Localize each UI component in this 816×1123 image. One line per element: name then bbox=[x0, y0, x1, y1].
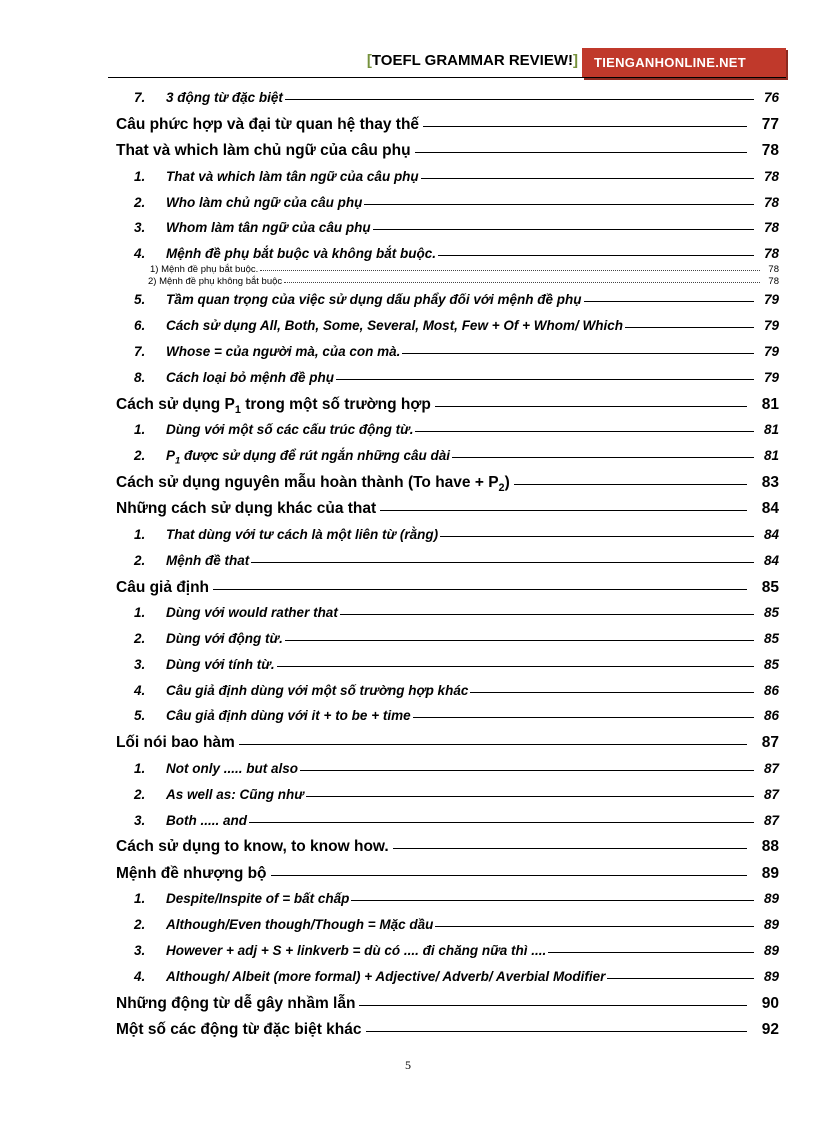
page-ref: 84 bbox=[761, 500, 779, 518]
leader-line bbox=[393, 848, 747, 849]
entry-number: 7. bbox=[134, 90, 146, 105]
page-ref: 84 bbox=[763, 526, 779, 542]
toc-subentry[interactable] bbox=[116, 657, 779, 683]
entry-title: As well as: Cũng như bbox=[166, 786, 304, 802]
toc-entry[interactable] bbox=[116, 396, 779, 422]
entry-title: Who làm chủ ngữ của câu phụ bbox=[166, 194, 363, 210]
entry-title bbox=[116, 396, 431, 416]
entry-title: Mệnh đề that bbox=[166, 552, 250, 568]
subscript: 1 bbox=[234, 403, 241, 416]
entry-title: Tầm quan trọng của việc sử dụng dấu phẩy đối với mệnh đề phụ bbox=[166, 292, 582, 308]
page-ref: 78 bbox=[763, 194, 779, 210]
entry-title: Not only ..... but also bbox=[166, 760, 299, 776]
entry-title: Dùng với động từ. bbox=[166, 630, 283, 646]
page-ref: 81 bbox=[763, 422, 779, 438]
leader-line bbox=[452, 457, 754, 458]
page-ref: 81 bbox=[763, 448, 779, 464]
entry-title: Lối nói bao hàm bbox=[116, 734, 235, 752]
page-ref: 85 bbox=[763, 630, 779, 646]
entry-title: That và which làm chủ ngữ của câu phụ bbox=[116, 142, 411, 160]
entry-title-part: ) bbox=[504, 473, 510, 491]
leader-line bbox=[249, 822, 754, 823]
entry-number: 2. bbox=[134, 194, 146, 210]
leader-line bbox=[213, 589, 747, 590]
page-ref: 76 bbox=[763, 90, 779, 105]
entry-title-part: Cách sử dụng P bbox=[116, 395, 235, 413]
header-title-text: TOEFL GRAMMAR REVIEW! bbox=[371, 52, 573, 69]
leader-line bbox=[435, 926, 754, 927]
site-name: TIENGANHONLINE.NET bbox=[594, 55, 747, 70]
toc-subentry[interactable] bbox=[116, 370, 779, 396]
entry-title-part: Cách sử dụng nguyên mẫu hoàn thành (To have + P bbox=[116, 473, 499, 491]
leader-line bbox=[340, 614, 754, 615]
toc-subentry[interactable] bbox=[116, 169, 779, 195]
header-title bbox=[367, 52, 578, 69]
leader-line bbox=[402, 353, 754, 354]
toc-minor-entry[interactable] bbox=[116, 276, 779, 288]
leader-line bbox=[413, 717, 754, 718]
entry-title: Những cách sử dụng khác của that bbox=[116, 500, 377, 518]
leader-line bbox=[548, 952, 754, 953]
toc-entry[interactable] bbox=[116, 116, 779, 142]
page-ref: 87 bbox=[761, 734, 779, 752]
leader-line bbox=[415, 152, 747, 153]
leader-line bbox=[415, 431, 754, 432]
page-ref: 85 bbox=[763, 604, 779, 620]
entry-number: 2. bbox=[134, 630, 146, 646]
toc-entry[interactable] bbox=[116, 579, 779, 605]
leader-line bbox=[285, 640, 754, 641]
entry-title: 2) Mệnh đề phụ không bắt buộc bbox=[148, 276, 283, 288]
entry-number: 4. bbox=[134, 246, 146, 262]
entry-title: Dùng với would rather that bbox=[166, 604, 338, 620]
toc-subentry[interactable] bbox=[116, 943, 779, 969]
page-ref: 81 bbox=[761, 395, 779, 413]
page-ref: 89 bbox=[761, 864, 779, 882]
page-ref: 79 bbox=[763, 369, 779, 385]
entry-title-part: P bbox=[166, 448, 176, 464]
entry-number: 1. bbox=[134, 168, 146, 184]
leader-line bbox=[364, 204, 754, 205]
entry-number: 7. bbox=[134, 344, 146, 360]
leader-line bbox=[421, 178, 754, 179]
entry-number: 4. bbox=[134, 968, 146, 984]
page-ref: 79 bbox=[763, 292, 779, 308]
toc-subentry[interactable] bbox=[116, 917, 779, 943]
page-ref: 78 bbox=[768, 264, 779, 276]
entry-title: Cách sử dụng to know, to know how. bbox=[116, 838, 389, 856]
entry-title: Một số các động từ đặc biệt khác bbox=[116, 1021, 362, 1039]
leader-line bbox=[359, 1005, 747, 1006]
subscript: 1 bbox=[175, 455, 181, 467]
leader-line bbox=[373, 229, 754, 230]
entry-title: However + adj + S + linkverb = dù có .... đi chăng nữa thì .... bbox=[166, 943, 547, 958]
entry-number: 5. bbox=[134, 708, 146, 724]
toc-subentry[interactable] bbox=[116, 813, 779, 839]
page-ref: 78 bbox=[763, 246, 779, 262]
leader-line bbox=[251, 562, 754, 563]
entry-title: Những động từ dễ gây nhầm lẫn bbox=[116, 994, 356, 1012]
toc-subentry[interactable] bbox=[116, 761, 779, 787]
entry-title: Mệnh đề nhượng bộ bbox=[116, 864, 267, 882]
leader-line bbox=[239, 744, 747, 745]
entry-title: 3 động từ đặc biệt bbox=[166, 90, 283, 105]
page-ref: 78 bbox=[761, 142, 779, 160]
page-ref: 89 bbox=[763, 917, 779, 933]
page-ref: 88 bbox=[761, 838, 779, 856]
entry-title-part: được sử dụng để rút ngắn những câu dài bbox=[180, 448, 450, 464]
toc-entry[interactable] bbox=[116, 865, 779, 891]
entry-number: 3. bbox=[134, 943, 146, 958]
entry-title: Câu giả định dùng với it + to be + time bbox=[166, 708, 411, 724]
leader-line bbox=[284, 282, 760, 283]
page-ref: 77 bbox=[761, 115, 779, 133]
toc-subentry[interactable] bbox=[116, 422, 779, 448]
leader-line bbox=[438, 255, 754, 256]
page-ref: 85 bbox=[763, 656, 779, 672]
bracket-close: ] bbox=[573, 52, 578, 69]
toc-subentry[interactable] bbox=[116, 787, 779, 813]
page-ref: 83 bbox=[761, 473, 779, 491]
toc-entry[interactable] bbox=[116, 500, 779, 526]
page-ref: 87 bbox=[763, 786, 779, 802]
leader-line bbox=[435, 406, 747, 407]
entry-number: 4. bbox=[134, 682, 146, 698]
page-ref: 85 bbox=[761, 578, 779, 596]
entry-number: 1. bbox=[134, 891, 146, 907]
toc-subentry[interactable] bbox=[116, 683, 779, 709]
entry-title: Although/Even though/Though = Mặc dầu bbox=[166, 917, 434, 933]
toc-minor-entry[interactable] bbox=[116, 264, 779, 276]
leader-line bbox=[260, 270, 760, 271]
toc-subentry[interactable] bbox=[116, 969, 779, 995]
table-of-contents bbox=[116, 90, 779, 1048]
page-ref: 92 bbox=[761, 1021, 779, 1039]
leader-line bbox=[625, 327, 754, 328]
leader-line bbox=[423, 126, 747, 127]
leader-line bbox=[380, 510, 747, 511]
page-ref: 87 bbox=[763, 812, 779, 828]
leader-line bbox=[607, 978, 754, 979]
toc-entry[interactable] bbox=[116, 995, 779, 1021]
header-divider bbox=[108, 77, 786, 78]
leader-line bbox=[277, 666, 754, 667]
entry-title bbox=[166, 448, 450, 467]
toc-entry[interactable] bbox=[116, 734, 779, 760]
entry-number: 2. bbox=[134, 552, 146, 568]
entry-number: 2. bbox=[134, 786, 146, 802]
entry-number: 6. bbox=[134, 318, 146, 334]
leader-line bbox=[514, 484, 747, 485]
page-number: 5 bbox=[405, 1058, 411, 1072]
page-ref: 86 bbox=[763, 708, 779, 724]
entry-title bbox=[116, 474, 510, 494]
page-ref: 89 bbox=[763, 968, 779, 984]
entry-title: That và which làm tân ngữ của câu phụ bbox=[166, 168, 419, 184]
entry-number: 8. bbox=[134, 369, 146, 385]
entry-title: Both ..... and bbox=[166, 812, 247, 828]
toc-subentry[interactable] bbox=[116, 708, 779, 734]
entry-title: Whose = của người mà, của con mà. bbox=[166, 344, 401, 360]
toc-subentry[interactable] bbox=[116, 891, 779, 917]
entry-title: Whom làm tân ngữ của câu phụ bbox=[166, 220, 371, 236]
entry-number: 1. bbox=[134, 526, 146, 542]
entry-number: 1. bbox=[134, 422, 146, 438]
toc-subentry[interactable] bbox=[116, 195, 779, 221]
toc-subentry[interactable] bbox=[116, 292, 779, 318]
toc-entry[interactable] bbox=[116, 838, 779, 864]
entry-number: 2. bbox=[134, 917, 146, 933]
leader-line bbox=[285, 99, 754, 100]
toc-subentry[interactable] bbox=[116, 448, 779, 474]
toc-subentry[interactable] bbox=[116, 220, 779, 246]
page-ref: 84 bbox=[763, 552, 779, 568]
toc-entry[interactable] bbox=[116, 142, 779, 168]
toc-subentry[interactable] bbox=[116, 527, 779, 553]
page-ref: 87 bbox=[763, 760, 779, 776]
leader-line bbox=[470, 692, 754, 693]
subscript: 2 bbox=[498, 482, 505, 495]
toc-subentry[interactable] bbox=[116, 553, 779, 579]
page-ref: 78 bbox=[763, 220, 779, 236]
entry-title-part: trong một số trường hợp bbox=[240, 395, 431, 413]
leader-line bbox=[584, 301, 755, 302]
entry-title: Mệnh đề phụ bắt buộc và không bắt buộc. bbox=[166, 246, 436, 262]
page-ref: 90 bbox=[761, 994, 779, 1012]
entry-title: Câu phức hợp và đại từ quan hệ thay thế bbox=[116, 115, 420, 133]
toc-subentry[interactable] bbox=[116, 605, 779, 631]
entry-number: 3. bbox=[134, 656, 146, 672]
page-ref: 89 bbox=[763, 943, 779, 958]
entry-title: Câu giả định dùng với một số trường hợp khác bbox=[166, 682, 469, 698]
page-ref: 86 bbox=[763, 682, 779, 698]
page-header bbox=[0, 48, 816, 78]
entry-title: 1) Mệnh đề phụ bắt buộc. bbox=[150, 264, 259, 276]
leader-line bbox=[351, 900, 754, 901]
toc-subentry[interactable] bbox=[116, 90, 779, 116]
entry-title: Although/ Albeit (more formal) + Adjective/ Adverb/ Averbial Modifier bbox=[166, 968, 606, 984]
entry-title: That dùng với tư cách là một liên từ (rằng) bbox=[166, 526, 439, 542]
entry-title: Dùng với tính từ. bbox=[166, 656, 275, 672]
bracket-open: [ bbox=[366, 52, 372, 69]
leader-line bbox=[306, 796, 754, 797]
entry-title: Despite/Inspite of = bất chấp bbox=[166, 891, 350, 907]
leader-line bbox=[300, 770, 754, 771]
toc-entry[interactable] bbox=[116, 474, 779, 500]
leader-line bbox=[271, 875, 747, 876]
entry-title: Câu giả định bbox=[116, 578, 209, 596]
site-badge bbox=[582, 48, 786, 78]
entry-title: Cách loại bỏ mệnh đề phụ bbox=[166, 369, 335, 385]
entry-number: 1. bbox=[134, 604, 146, 620]
entry-number: 3. bbox=[134, 812, 146, 828]
toc-subentry[interactable] bbox=[116, 344, 779, 370]
entry-number: 2. bbox=[134, 448, 146, 464]
page-ref: 79 bbox=[763, 318, 779, 334]
page-ref: 79 bbox=[763, 344, 779, 360]
toc-subentry[interactable] bbox=[116, 318, 779, 344]
page-ref: 89 bbox=[763, 891, 779, 907]
page-ref: 78 bbox=[763, 168, 779, 184]
leader-line bbox=[366, 1031, 748, 1032]
entry-number: 3. bbox=[134, 220, 146, 236]
entry-title: Dùng với một số các cấu trúc động từ. bbox=[166, 422, 414, 438]
page-ref: 78 bbox=[768, 276, 779, 288]
toc-subentry[interactable] bbox=[116, 631, 779, 657]
leader-line bbox=[440, 536, 754, 537]
leader-line bbox=[336, 379, 754, 380]
entry-number: 1. bbox=[134, 760, 146, 776]
entry-title: Cách sử dụng All, Both, Some, Several, Most, Few + Of + Whom/ Which bbox=[166, 318, 623, 334]
entry-number: 5. bbox=[134, 292, 146, 308]
toc-entry[interactable] bbox=[116, 1021, 779, 1047]
